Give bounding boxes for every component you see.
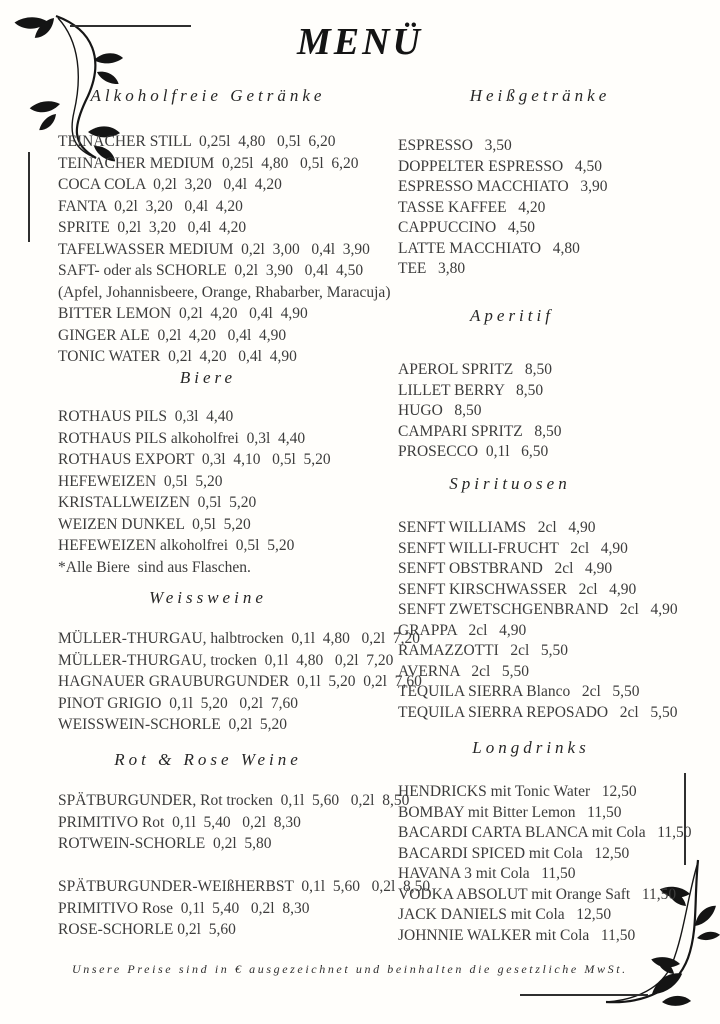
page-title: MENÜ bbox=[296, 21, 424, 63]
menu-item bbox=[58, 855, 430, 877]
menu-item: APEROL SPRITZ 8,50 bbox=[398, 361, 553, 378]
section-items-aperitif bbox=[398, 360, 562, 463]
menu-item: BACARDI CARTA BLANCA mit Cola 11,50 bbox=[398, 824, 692, 841]
menu-item: SENFT OBSTBRAND 2cl 4,90 bbox=[398, 560, 613, 577]
left-divider-line bbox=[28, 152, 30, 242]
section-title-rot-rose-weine: Rot & Rose Weine bbox=[114, 750, 302, 769]
section-items-spirituosen bbox=[398, 518, 678, 723]
section-items-weissweine bbox=[58, 628, 422, 736]
menu-item: HEFEWEIZEN 0,5l 5,20 bbox=[58, 472, 223, 490]
menu-item: TEQUILA SIERRA REPOSADO 2cl 5,50 bbox=[398, 703, 678, 721]
section-title-longdrinks: Longdrinks bbox=[472, 738, 590, 757]
section-title-biere: Biere bbox=[179, 368, 237, 387]
menu-item: ROTHAUS PILS alkoholfrei 0,3l 4,40 bbox=[58, 429, 306, 447]
menu-item: SENFT ZWETSCHGENBRAND 2cl 4,90 bbox=[398, 601, 678, 618]
section-items-rot-rose-weine bbox=[58, 790, 430, 941]
menu-item: MÜLLER-THURGAU, halbtrocken 0,1l 4,80 0,2l 7,20 bbox=[58, 630, 421, 647]
section-title-weissweine: Weissweine bbox=[149, 588, 267, 607]
footer-note: Unsere Preise sind in € ausgezeichnet und beinhalten die gesetzliche MwSt. bbox=[72, 962, 628, 976]
menu-item: PRIMITIVO Rot 0,1l 5,40 0,2l 8,30 bbox=[58, 813, 301, 831]
menu-item: HENDRICKS mit Tonic Water 12,50 bbox=[398, 783, 637, 800]
menu-item: BITTER LEMON 0,2l 4,20 0,4l 4,90 bbox=[58, 305, 308, 322]
section-items-alkoholfreie-getraenke bbox=[58, 131, 390, 368]
menu-item: PROSECCO 0,1l 6,50 bbox=[398, 443, 549, 460]
menu-item: GINGER ALE 0,2l 4,20 0,4l 4,90 bbox=[58, 326, 287, 344]
menu-item: DOPPELTER ESPRESSO 4,50 bbox=[398, 157, 602, 175]
menu-item: LATTE MACCHIATO 4,80 bbox=[398, 239, 580, 257]
menu-item: SPRITE 0,2l 3,20 0,4l 4,20 bbox=[58, 219, 247, 236]
menu-item: WEISSWEIN-SCHORLE 0,2l 5,20 bbox=[58, 716, 288, 733]
menu-item: SENFT WILLI-FRUCHT 2cl 4,90 bbox=[398, 539, 628, 557]
menu-item: PRIMITIVO Rose 0,1l 5,40 0,2l 8,30 bbox=[58, 899, 310, 917]
menu-item: JOHNNIE WALKER mit Cola 11,50 bbox=[398, 926, 636, 944]
menu-item: SENFT KIRSCHWASSER 2cl 4,90 bbox=[398, 580, 637, 598]
menu-item: CAMPARI SPRITZ 8,50 bbox=[398, 422, 562, 440]
section-title-heissgetraenke: Heißgetränke bbox=[469, 86, 611, 105]
menu-item: LILLET BERRY 8,50 bbox=[398, 381, 544, 399]
menu-item: SENFT WILLIAMS 2cl 4,90 bbox=[398, 519, 596, 536]
bottom-divider-line bbox=[520, 994, 648, 996]
menu-item: ESPRESSO 3,50 bbox=[398, 137, 512, 154]
menu-item: VODKA ABSOLUT mit Orange Saft 11,50 bbox=[398, 885, 677, 903]
menu-item: BOMBAY mit Bitter Lemon 11,50 bbox=[398, 803, 622, 821]
section-title-alkoholfreie-getraenke: Alkoholfreie Getränke bbox=[90, 86, 326, 105]
menu-item: HAVANA 3 mit Cola 11,50 bbox=[398, 865, 576, 882]
menu-item: HEFEWEIZEN alkoholfrei 0,5l 5,20 bbox=[58, 537, 295, 554]
menu-item: ROTHAUS PILS 0,3l 4,40 bbox=[58, 408, 234, 425]
menu-item: ROSE-SCHORLE 0,2l 5,60 bbox=[58, 921, 236, 938]
menu-item: (Apfel, Johannisbeere, Orange, Rhabarber, Maracuja) bbox=[58, 283, 391, 301]
menu-item: HUGO 8,50 bbox=[398, 402, 482, 419]
menu-item: TEQUILA SIERRA Blanco 2cl 5,50 bbox=[398, 683, 640, 700]
menu-item: FANTA 0,2l 3,20 0,4l 4,20 bbox=[58, 197, 243, 215]
menu-item: SPÄTBURGUNDER, Rot trocken 0,1l 5,60 0,2l 8,50 bbox=[58, 792, 410, 809]
menu-item: TASSE KAFFEE 4,20 bbox=[398, 198, 546, 216]
menu-item: ESPRESSO MACCHIATO 3,90 bbox=[398, 178, 608, 195]
section-items-longdrinks bbox=[398, 782, 692, 946]
menu-item: ROTWEIN-SCHORLE 0,2l 5,80 bbox=[58, 835, 272, 852]
section-items-heissgetraenke bbox=[398, 136, 607, 280]
menu-item: KRISTALLWEIZEN 0,5l 5,20 bbox=[58, 494, 257, 511]
section-title-aperitif: Aperitif bbox=[470, 306, 554, 325]
menu-item: ROTHAUS EXPORT 0,3l 4,10 0,5l 5,20 bbox=[58, 451, 331, 468]
menu-item: PINOT GRIGIO 0,1l 5,20 0,2l 7,60 bbox=[58, 694, 298, 712]
menu-item: HAGNAUER GRAUBURGUNDER 0,1l 5,20 0,2l 7,60 bbox=[58, 673, 422, 690]
menu-item: GRAPPA 2cl 4,90 bbox=[398, 621, 527, 639]
menu-item: CAPPUCCINO 4,50 bbox=[398, 219, 535, 236]
menu-item: TONIC WATER 0,2l 4,20 0,4l 4,90 bbox=[58, 348, 297, 365]
menu-item: BACARDI SPICED mit Cola 12,50 bbox=[398, 844, 630, 862]
section-items-biere bbox=[58, 406, 331, 578]
menu-item: WEIZEN DUNKEL 0,5l 5,20 bbox=[58, 515, 251, 533]
menu-item: SPÄTBURGUNDER-WEIßHERBST 0,1l 5,60 0,2l 8,50 bbox=[58, 878, 431, 895]
menu-item: TEINACHER STILL 0,25l 4,80 0,5l 6,20 bbox=[58, 133, 336, 150]
menu-item: TAFELWASSER MEDIUM 0,2l 3,00 0,4l 3,90 bbox=[58, 240, 370, 258]
menu-item: COCA COLA 0,2l 3,20 0,4l 4,20 bbox=[58, 176, 282, 193]
menu-item: SAFT- oder als SCHORLE 0,2l 3,90 0,4l 4,50 bbox=[58, 262, 364, 279]
menu-item: JACK DANIELS mit Cola 12,50 bbox=[398, 906, 612, 923]
menu-item: MÜLLER-THURGAU, trocken 0,1l 4,80 0,2l 7,20 bbox=[58, 651, 394, 669]
menu-item: AVERNA 2cl 5,50 bbox=[398, 662, 530, 680]
menu-item: TEINACHER MEDIUM 0,25l 4,80 0,5l 6,20 bbox=[58, 154, 359, 172]
section-title-spirituosen: Spirituosen bbox=[449, 474, 571, 493]
menu-item: TEE 3,80 bbox=[398, 260, 466, 277]
menu-item: *Alle Biere sind aus Flaschen. bbox=[58, 558, 251, 576]
menu-item: RAMAZZOTTI 2cl 5,50 bbox=[398, 642, 569, 659]
